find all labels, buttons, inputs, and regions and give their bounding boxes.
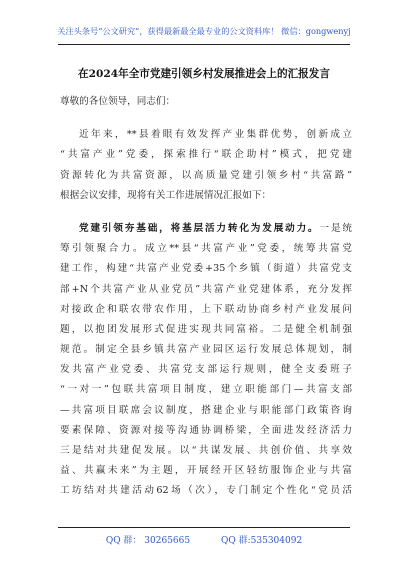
footer-qq-group-1: QQ 群： 30265665 [105, 536, 191, 546]
paragraph-gap [60, 206, 352, 219]
section-1-paragraph [60, 219, 352, 502]
section-1-heading: 党建引领夯基础，将基层活力转化为发展动力。 [79, 222, 320, 234]
footer-divider [58, 527, 350, 528]
paragraph-line: 规范。制定全县乡镇共富产业园区运行发展总体规划，制 [60, 344, 352, 356]
paragraph-gap [60, 112, 352, 125]
intro-paragraph [60, 125, 352, 206]
section-1-heading-tail: 一是统 [319, 222, 353, 234]
paragraph-line: 三是结对共建促发展。以“共谋发展、共创价值、共享效 [60, 445, 352, 456]
paragraph-line: 对接政企和联农带农作用，上下联动协商乡村产业发展问 [60, 303, 352, 315]
paragraph-line: 筹引领聚合力。成立**县“共富产业”党委，统筹共富党 [60, 243, 352, 255]
paragraph-line: 要素保障、资源对接等沟通协调桥梁，全面进发经济活力 [60, 424, 352, 436]
paragraph-line: 根据会议安排，现将有关工作进展情况汇报如下： [60, 189, 272, 201]
paragraph-line: “共富产业”党委，探索推行“联企助村”模式，把党建 [60, 149, 352, 161]
paragraph-line: 题，以抱团发展形式促进实现共同富裕。二是健全机制强 [60, 323, 352, 335]
footer-qq-group-2: QQ 群:535304092 [220, 536, 303, 546]
section-1-first-line [60, 219, 352, 239]
paragraph-line: —共富项目联席会议制度，搭建企业与职能部门政策咨询 [60, 404, 352, 416]
footer [0, 533, 408, 546]
paragraph-line: 部+N个共富产业从业党员”共富产业党建体系，充分发挥 [60, 283, 352, 295]
paragraph-line: 建工作，构建“共富产业党委+35个乡镇（街道）共富党支 [60, 263, 352, 275]
header-banner: 关注头条号“公文研究”，获得最新最全最专业的公文资料库！ 微信：gongwenyj [57, 26, 351, 36]
paragraph-line: 发共富产业党委、共富党支部运行规则，健全支委班子 [60, 364, 352, 376]
greeting: 尊敬的各位领导，同志们： [60, 96, 176, 107]
header-divider [58, 44, 350, 45]
paragraph-line: 近年来，**县着眼有效发挥产业集群优势，创新成立 [79, 129, 352, 141]
paragraph-line: 益、共赢未来”为主题，开展经开区轻纺服饰企业与共富 [60, 465, 352, 477]
document-title: 在2024年全市党建引领乡村发展推进会上的汇报发言 [78, 68, 330, 80]
document-body [60, 92, 352, 502]
paragraph-line: “一对一”包联共富项目制度，建立职能部门—共富支部 [60, 384, 352, 396]
paragraph-line: 资源转化为共富资源，以高质量党建引领乡村“共富路” [60, 169, 352, 181]
paragraph-line: 工坊结对共建活动62场（次），专门制定个性化“党员活 [60, 485, 352, 497]
